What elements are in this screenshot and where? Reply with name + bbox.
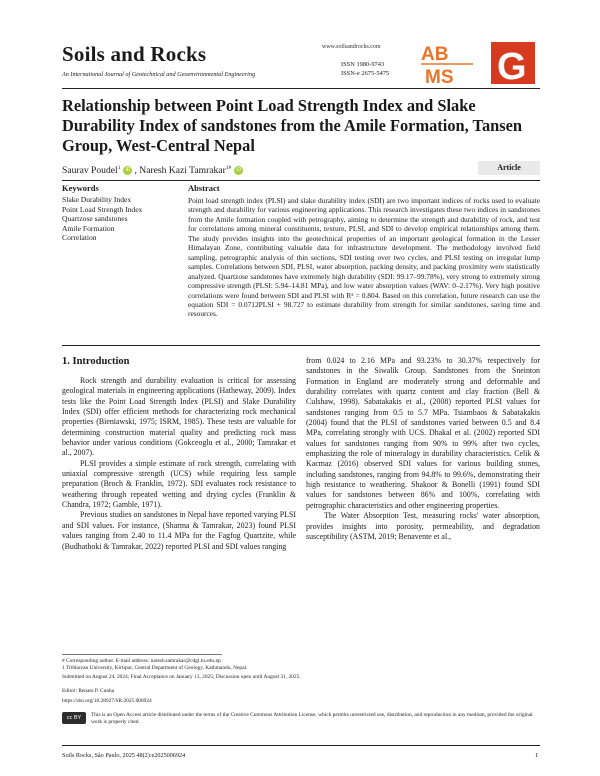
abstract-heading: Abstract (188, 183, 220, 193)
header-rule (62, 88, 540, 89)
logo-ms-text: MS (425, 67, 454, 86)
title-rule (62, 180, 540, 181)
issn-online: ISSN-e 2675-5475 (341, 69, 390, 77)
editor-note: Editor: Renato P. Cunha (62, 688, 115, 694)
author-affiliation-sup: 1# (225, 165, 232, 171)
journal-subtitle: An International Journal of Geotechnical and Geoenvironmental Engineering (62, 71, 256, 78)
author-name: Saurav Poudel (62, 165, 118, 177)
paragraph: Rock strength and durability evaluation is critical for assessing geological materials in engineering applications (Hatheway, 2009). Index tests like the Point Load Strength Index (PLSI) and Slake Durability Index (SDI) offer efficient methods for characterizing rock mechanical properties (Bieniawski, 1975; ISRM, 1985). These tests are valuable for determining construction material quality and predicting rock mass behavior under various conditions (Gokceoglu et al., 2000; Tamrakar et al., 2007). (62, 376, 296, 458)
right-column (306, 356, 540, 542)
page-number: 1 (535, 752, 539, 759)
author-list (62, 165, 245, 176)
author-affiliation-sup: 1 (117, 165, 121, 171)
publisher-logo (419, 40, 541, 86)
cc-license-icon[interactable]: cc BY (62, 712, 86, 724)
citation-footer: Soils Rocks, São Paulo, 2025 48(2):e2025006924 (62, 752, 186, 759)
submission-history: Submitted on August 24, 2024; Final Acceptance on January 13, 2025; Discussion open until August 31, 2025. (62, 674, 301, 680)
abms-logo-icon (419, 40, 541, 86)
paragraph: PLSI provides a simple estimate of rock strength, correlating with uniaxial compressive strength (UCS) while requiring less sample preparation (Broch & Franklin, 1972). SDI evaluates rock resistance to weathering through repeated wetting and drying cycles (Franklin & Chandra, 1972; Gamble, 1971). (62, 458, 296, 510)
footnote-rule (62, 654, 222, 655)
footer-rule (62, 745, 540, 746)
affiliation-note: 1 Tribhuvan University, Kirtipur, Central Department of Geology, Kathmandu, Nepal. (62, 665, 248, 671)
journal-title: Soils and Rocks (62, 42, 207, 66)
abstract-text: Point load strength index (PLSI) and slake durability index (SDI) are two important indices of rocks used to evaluate strength and durability for various engineering applications. This research investigates these two indices in sandstones from the Amile formation coupled with petrography, aiming to determine the strength and durability of rock, and test for correlations among mineral constituents, texture, PLSI, and SDI to develop empirical relationships among them. The study provides insights into the geotechnical properties of an important geological formation in the Lesser Himalayan Zone, contributing valuable data for infrastructure development. The methodology involved field sampling, petrographic analysis of thin sections, SDI testing over two cycles, and PLSI testing on irregular lump samples. Correlations between SDI, PLSI, water absorption, packing density, and packing proximity were statistically analyzed. Quartzose sandstones have extremely high durability (SDI: 99.17–99.78%), very strong to extremely strong compressive strength (PLSI: 5.94–14.81 MPa), and low water absorption values (WAV: 0–2.17%). Very high positive correlations were found between SDI and PLSI with R² = 0.804. Based on this correlation, future research can use the equation SDI = 0.0712PLSI + 98.727 to estimate durability from strength for similar sandstones, saving time and resources. (188, 196, 540, 319)
author-separator: , (134, 165, 137, 177)
section-heading: 1. Introduction (62, 356, 130, 367)
author-name: Naresh Kazi Tamrakar (139, 165, 226, 177)
issn-print: ISSN 1980-9743 (341, 61, 385, 68)
license-text: This is an Open Access article distributed under the terms of the Creative Commons Attribution License, which permits unrestricted use, distribution, and reproduction in any medium, provided the original work is properly cited. (91, 712, 533, 725)
keyword-item: Amile Formation (62, 223, 115, 233)
keywords-heading: Keywords (62, 183, 99, 193)
issn-block (341, 61, 389, 78)
keywords-list (62, 195, 142, 243)
left-column (62, 376, 296, 552)
corresponding-author-note: # Corresponding author. E-mail address: naresh.tamrakar@cdgl.tu.edu.np (62, 658, 221, 664)
keyword-item: Point Load Strength Index (62, 204, 143, 214)
keyword-item: Slake Durability Index (62, 195, 132, 204)
logo-g-text: G (497, 46, 527, 86)
orcid-icon[interactable]: iD (123, 166, 132, 175)
paragraph: from 0.024 to 2.16 MPa and 93.23% to 30.37% respectively for sandstones in the Siwalik Group. Sandstones from the Sneinton Formation in England are moderately strong and deformable and durability correlates with quartz content and clay fraction (Bell & Culshaw, 1998). Sabatakakis et al., (2008) reported PLSI values for sandstones ranging from 0.5 to 5.7 MPa. Tsiambaos & Sabatakakis (2004) found that the PLSI of sandstones varied between 0.5 and 8.4 MPa, correlating strongly with UCS. Dhakal et al. (2002) reported SDI values for sandstones ranging from 90% to 99% after two cycles, emphasizing the role of mineralogy in durability characteristics. Celik & Kacmaz (2016) observed SDI values for various building stones, including sandstones, ranging from 94.8% to 99.6%, demonstrating their high resistance to weathering. Shakoor & Bonelli (1991) found SDI values for sandstones between 86% and 100%, correlating with petrographic characteristics and other engineering properties. (306, 356, 540, 510)
article-type-badge: Article (478, 161, 540, 175)
paper-title: Relationship between Point Load Strength Index and Slake Durability Index of sandstones from the Amile Formation, Tansen Group, West-Central Nepal (62, 96, 523, 155)
abstract-rule (62, 345, 540, 346)
keyword-item: Correlation (62, 233, 97, 242)
orcid-icon[interactable]: iD (234, 166, 243, 175)
journal-url[interactable]: www.soilsandrocks.com (322, 44, 381, 50)
doi-link[interactable]: https://doi.org/10.28927/SR.2025.006924 (62, 698, 152, 704)
logo-ab-text: AB (421, 44, 449, 65)
paragraph: The Water Absorption Test, measuring rocks' water absorption, provides insights into porosity, permeability, and degradation susceptibility (ASTM, 2019; Benavente et al., (306, 511, 540, 541)
paragraph: Previous studies on sandstones in Nepal have reported varying PLSI and SDI values. For instance, (Sharma & Tamrakar, 2023) found PLSI values ranging from 2.40 to 11.4 MPa for the Fagfog Quartzite, while (Budhathoki & Tamrakar, 2022) reported PLSI and SDI values ranging (62, 510, 296, 551)
keyword-item: Quartzose sandstones (62, 214, 128, 223)
